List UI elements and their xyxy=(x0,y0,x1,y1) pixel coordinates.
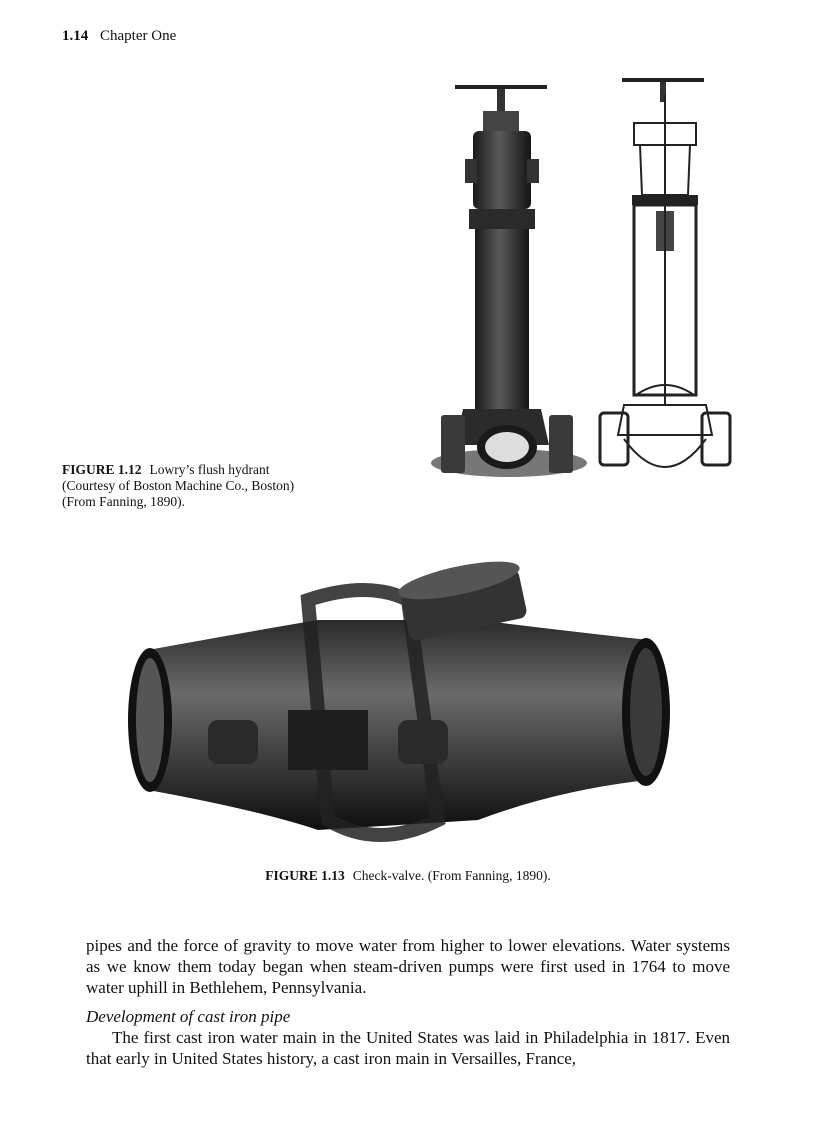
hydrant-exterior-illustration xyxy=(425,75,593,490)
caption-line: (Courtesy of Boston Machine Co., Boston) xyxy=(62,478,295,493)
page-number: 1.14 xyxy=(62,28,89,44)
hydrant-section-illustration xyxy=(596,75,734,490)
paragraph: The first cast iron water main in the United States was laid in Philadelphia in 1817. Even that early in United States history, a cast iron main in Versailles, France, xyxy=(86,1028,730,1068)
caption-text: Check-valve. (From Fanning, 1890). xyxy=(352,868,551,883)
figure-1-13-caption xyxy=(0,868,816,884)
section-heading: Development of cast iron pipe xyxy=(86,1007,291,1026)
body-text xyxy=(86,935,730,1069)
caption-line: (From Fanning, 1890). xyxy=(62,494,185,509)
figure-1-13-label: FIGURE 1.13 xyxy=(265,868,345,883)
chapter-title: Chapter One xyxy=(100,28,177,44)
running-header xyxy=(62,28,176,45)
check-valve-illustration xyxy=(118,560,678,858)
paragraph: pipes and the force of gravity to move water from higher to lower elevations. Water systems as we know them today began when steam-driven pumps were first used in 1764 to move water uphill in Bethlehem, Pennsylvania. xyxy=(86,936,730,997)
caption-line: Lowry’s flush hydrant xyxy=(149,462,270,477)
figure-1-12-caption xyxy=(62,462,294,510)
figure-1-12-label: FIGURE 1.12 xyxy=(62,462,142,477)
